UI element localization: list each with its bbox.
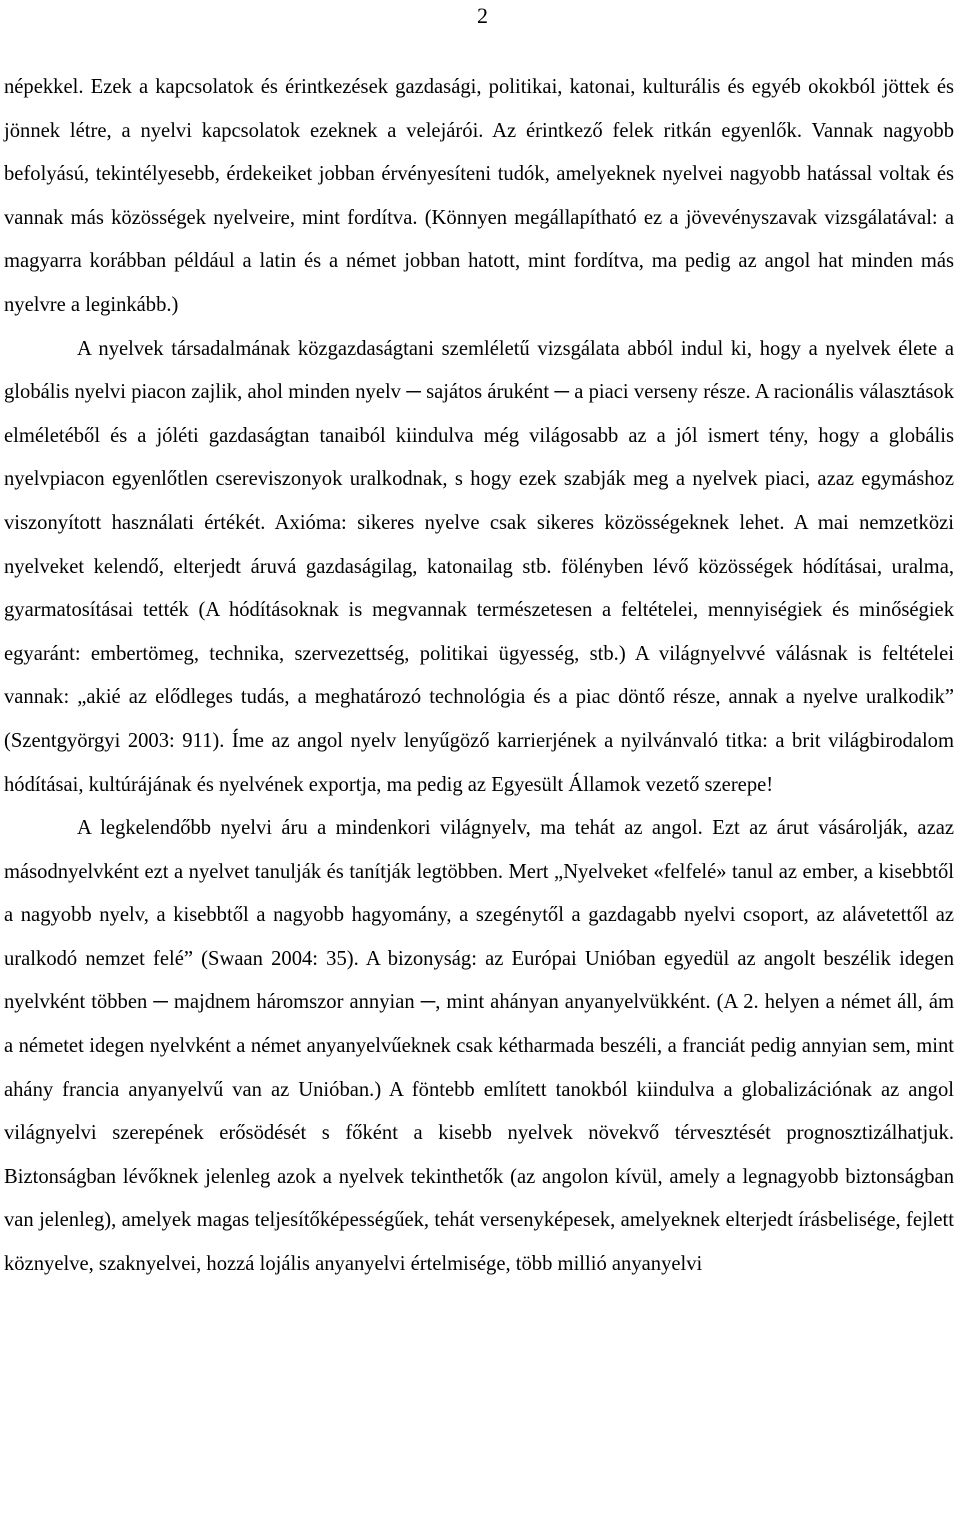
document-body	[4, 66, 954, 1287]
paragraph-continuation: népekkel. Ezek a kapcsolatok és érintkezések gazdasági, politikai, katonai, kulturális és egyéb okokból jöttek és jönnek létre, a nyelvi kapcsolatok ezeknek a velejárói. Az érintkező felek ritkán egyenlők. Vannak nagyobb befolyású, tekintélyesebb, érdekeiket jobban érvényesíteni tudók, amelyeknek nyelvei nagyobb hatással voltak és vannak más közösségek nyelveire, mint fordítva. (Könnyen megállapítható ez a jövevényszavak vizsgálatával: a magyarra korábban például a latin és a német jobban hatott, mint fordítva, ma pedig az angol hat minden más nyelvre a leginkább.)	[4, 76, 954, 316]
paragraph-language-market: A nyelvek társadalmának közgazdaságtani szemléletű vizsgálata abból indul ki, hogy a nyelvek élete a globális nyelvi piacon zajlik, ahol minden nyelv ─ sajátos áruként ─ a piaci verseny része. A racionális választások elméletéből és a jóléti gazdaságtan tanaiból kiindulva még világosabb az a jól ismert tény, hogy a globális nyelvpiacon egyenlőtlen csereviszonyok uralkodnak, s hogy ezek szabják meg a nyelvek piaci, azaz egymáshoz viszonyított használati értékét. Axióma: sikeres nyelve csak sikeres közösségeknek lehet. A mai nemzetközi nyelveket kelendő, elterjedt áruvá gazdaságilag, katonailag stb. fölényben lévő közösségek hódításai, uralma, gyarmatosításai tették (A hódításoknak is megvannak természetesen a feltételei, mennyiségiek és minőségiek egyaránt: embertömeg, technika, szervezettség, politikai ügyesség, stb.) A világnyelvvé válásnak is feltételei vannak: „akié az elődleges tudás, a meghatározó technológia és a piac döntő része, annak a nyelve uralkodik” (Szentgyörgyi 2003: 911). Íme az angol nyelv lenyűgöző karrierjének a nyilvánvaló titka: a brit világbirodalom hódításai, kultúrájának és nyelvének exportja, ma pedig az Egyesült Államok vezető szerepe!	[4, 337, 954, 796]
page-number: 2	[477, 3, 488, 28]
paragraph-world-language: A legkelendőbb nyelvi áru a mindenkori világnyelv, ma tehát az angol. Ezt az árut vásárolják, azaz másodnyelvként ezt a nyelvet tanulják és tanítják legtöbben. Mert „Nyelveket «felfelé» tanul az ember, a kisebbtől a nagyobb nyelv, a kisebbtől a nagyobb hagyomány, a szegénytől a gazdagabb nyelvi csoport, az alávetettől az uralkodó nemzet felé” (Swaan 2004: 35). A bizonyság: az Európai Unióban egyedül az angolt beszélik idegen nyelvként többen ─ majdnem háromszor annyian ─, mint ahányan anyanyelvükként. (A 2. helyen a német áll, ám a németet idegen nyelvként a német anyanyelvűeknek csak kétharmada beszéli, a franciát pedig annyian sem, mint ahány francia anyanyelvű van az Unióban.) A föntebb említett tanokból kiindulva a globalizációnak az angol világnyelvi szerepének erősödését s főként a kisebb nyelvek növekvő térvesztését prognosztizálhatjuk. Biztonságban lévőknek jelenleg azok a nyelvek tekinthetők (az angolon kívül, amely a legnagyobb biztonságban van jelenleg), amelyek magas teljesítőképességűek, tehát versenyképesek, amelyeknek elterjedt írásbelisége, fejlett köznyelve, szaknyelvei, hozzá lojális anyanyelvi értelmisége, több millió anyanyelvi	[4, 817, 954, 1276]
